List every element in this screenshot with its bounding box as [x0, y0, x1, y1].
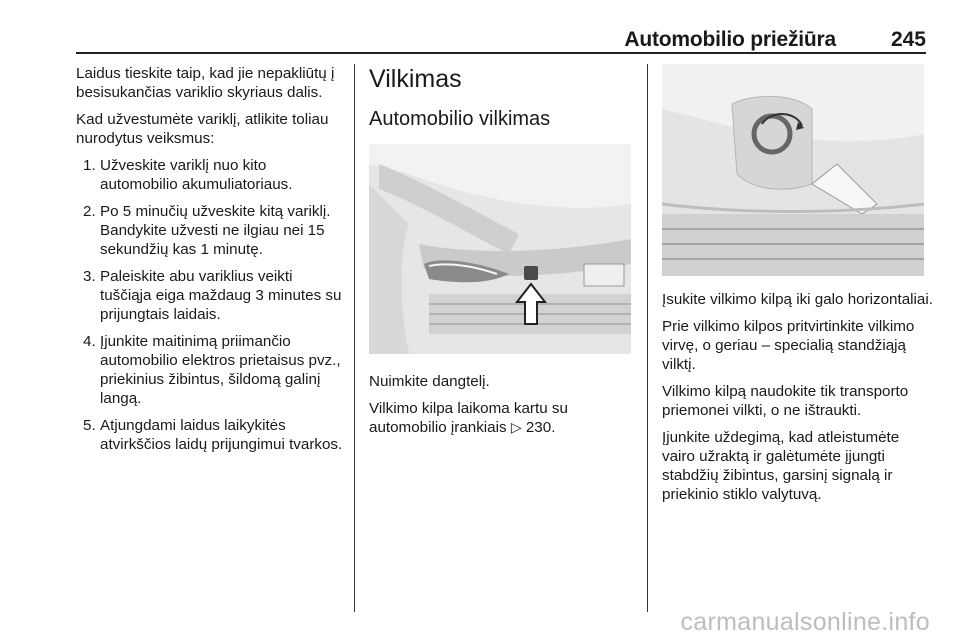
- column-3: [662, 64, 934, 512]
- watermark: carmanualsonline.info: [680, 608, 930, 636]
- section-heading: Automobilio vilkimas: [369, 108, 551, 130]
- step-text: Atjungdami laidus laikykitės atvirkščios laidų prijungimui tvarkos.: [100, 417, 343, 453]
- list-item: [76, 416, 346, 454]
- list-item: [76, 156, 346, 194]
- paragraph: Vilkimo kilpa laikoma kartu su automobilio įrankiais ▷ 230.: [369, 400, 568, 436]
- step-number: 2.: [83, 203, 96, 220]
- section-title: Automobilio priežiūra: [624, 28, 836, 51]
- step-text: Po 5 minučių užveskite kitą variklį. Bandykite užvesti ne ilgiau nei 15 sekundžių kas 1 minutę.: [100, 203, 331, 258]
- towing-eye-illustration: [662, 64, 924, 276]
- list-item: [76, 202, 346, 259]
- paragraph: Įsukite vilkimo kilpą iki galo horizontaliai.: [662, 291, 933, 308]
- step-text: Užveskite variklį nuo kito automobilio akumuliatoriaus.: [100, 157, 293, 193]
- chapter-heading: Vilkimas: [369, 65, 462, 93]
- figure-caption: Nuimkite dangtelį.: [369, 373, 490, 390]
- page-reference: 230.: [525, 419, 556, 436]
- paragraph: Prie vilkimo kilpos pritvirtinkite vilkimo virvę, o geriau – specialią standžiąją vilktį.: [662, 318, 915, 373]
- paragraph: Laidus tieskite taip, kad jie nepakliūtų į besisukančias variklio skyriaus dalis.: [76, 65, 335, 101]
- paragraph: Kad užvestumėte variklį, atlikite toliau nurodytus veiksmus:: [76, 111, 329, 147]
- triangle-right-icon: ▷: [510, 419, 522, 435]
- header-rule: [76, 52, 926, 54]
- paragraph: Vilkimo kilpą naudokite tik transporto priemonei vilkti, o ne ištraukti.: [662, 383, 909, 419]
- steps-list: [76, 156, 346, 454]
- step-text: Įjunkite maitinimą priimančio automobilio elektros prietaisus pvz., priekinius žibintus, šildomą galinį langą.: [100, 333, 341, 407]
- page-header: [76, 24, 926, 54]
- column-2: [369, 64, 641, 445]
- step-number: 5.: [83, 417, 96, 434]
- column-divider-right: [647, 64, 648, 612]
- step-number: 3.: [83, 268, 96, 285]
- column-divider-left: [354, 64, 355, 612]
- column-1: [76, 64, 346, 462]
- bumper-cover-illustration: [369, 144, 631, 354]
- paragraph: Įjunkite uždegimą, kad atleistumėte vairo užraktą ir galėtumėte įjungti stabdžių žibintus, garsinį signalą ir priekinio stiklo valytuvą.: [662, 429, 900, 503]
- step-number: 4.: [83, 333, 96, 350]
- step-number: 1.: [83, 157, 96, 174]
- step-text: Paleiskite abu variklius veikti tuščiąja eiga maždaug 3 minutes su prijungtais laidais.: [100, 268, 342, 323]
- page-number: 245: [890, 28, 926, 51]
- list-item: [76, 267, 346, 324]
- list-item: [76, 332, 346, 408]
